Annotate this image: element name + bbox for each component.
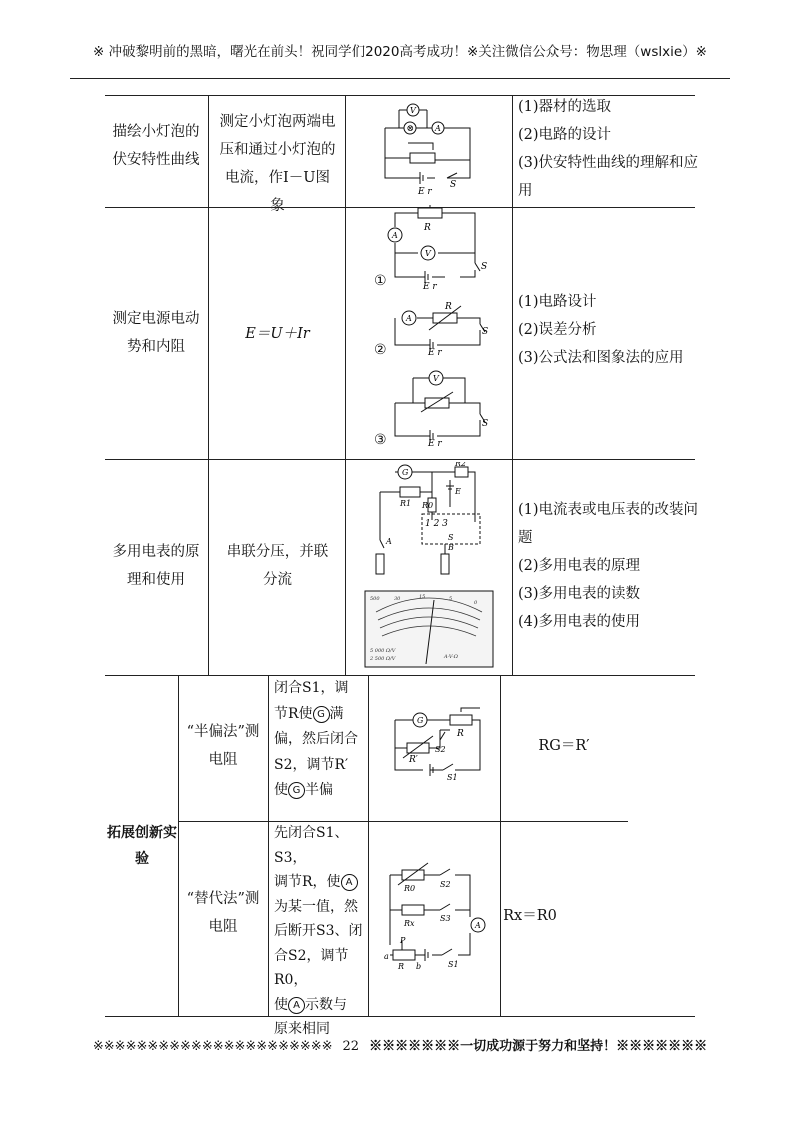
row3-principle: 串联分压，并联分流 bbox=[226, 544, 329, 588]
svg-text:S2: S2 bbox=[435, 745, 446, 754]
svg-text:S3: S3 bbox=[440, 914, 451, 923]
svg-text:G: G bbox=[417, 716, 424, 725]
substitution-steps: 先闭合S1、S3， 调节R，使 A 为某一值，然 后断开S3、闭 合S2，调节R0， 使 A 示数与 原来相同 bbox=[274, 825, 363, 1037]
svg-text:E r: E r bbox=[418, 187, 432, 197]
multimeter-dial bbox=[364, 590, 494, 668]
svg-text:R1: R1 bbox=[400, 499, 412, 508]
ammeter-icon: A bbox=[341, 874, 358, 891]
half-deflection-steps: 闭合S1，调 节R使 G 满 偏，然后闭合 S2，调节R′ 使 G 半偏 bbox=[274, 680, 358, 798]
svg-text:S: S bbox=[448, 533, 454, 542]
galvanometer-icon: G bbox=[288, 782, 305, 799]
row1-principle: 测定小灯泡两端电压和通过小灯泡的电流，作I－U图象 bbox=[219, 114, 336, 214]
svg-text:R: R bbox=[398, 962, 405, 970]
svg-text:a: a bbox=[384, 952, 389, 961]
emf-circuit-3 bbox=[385, 368, 490, 448]
svg-text:R: R bbox=[424, 223, 431, 233]
row1-point-1: (1)器材的选取 bbox=[518, 99, 612, 115]
svg-text:V: V bbox=[433, 374, 439, 383]
row3-points bbox=[518, 496, 708, 636]
row2-principle: E＝U＋Ir bbox=[245, 326, 310, 342]
page-footer bbox=[50, 1035, 750, 1054]
svg-text:E r: E r bbox=[428, 439, 442, 448]
row1-point-3: (3)伏安特性曲线的理解和应用 bbox=[518, 155, 699, 199]
svg-text:15: 15 bbox=[419, 594, 426, 600]
svg-text:⊗: ⊗ bbox=[406, 124, 415, 134]
row2-points bbox=[518, 288, 708, 372]
svg-text:500: 500 bbox=[370, 596, 380, 602]
row1-point-2: (2)电路的设计 bbox=[518, 127, 612, 143]
svg-text:S: S bbox=[482, 327, 489, 337]
row2-point-2: (2)误差分析 bbox=[518, 322, 597, 338]
multimeter-circuit-diagram bbox=[370, 462, 490, 582]
circuit-label-2: ② bbox=[374, 342, 387, 358]
svg-text:b: b bbox=[416, 962, 422, 970]
svg-text:A: A bbox=[392, 231, 398, 240]
lamp-circuit-diagram bbox=[375, 98, 485, 198]
svg-text:V: V bbox=[425, 249, 431, 258]
ammeter-icon: A bbox=[288, 997, 305, 1014]
page-header: ※ 冲破黎明前的黑暗，曙光在前头！祝同学们2020高考成功！※关注微信公众号：物思理（wslxie）※ bbox=[93, 44, 707, 60]
svg-text:P: P bbox=[400, 936, 406, 945]
row2-point-1: (1)电路设计 bbox=[518, 294, 597, 310]
svg-text:E r: E r bbox=[423, 282, 437, 290]
substitution-result: Rx＝R0 bbox=[503, 908, 557, 924]
row1-points bbox=[518, 93, 708, 205]
svg-text:30: 30 bbox=[394, 596, 401, 602]
footer-left: ※※※※※※※※※※※※※※※※※※※※※※ bbox=[92, 1039, 333, 1054]
header-rule bbox=[70, 78, 730, 79]
emf-circuit-2 bbox=[385, 300, 490, 355]
svg-text:R2: R2 bbox=[455, 462, 467, 468]
svg-text:0: 0 bbox=[474, 600, 478, 606]
half-deflection-result: RG＝R′ bbox=[538, 738, 590, 754]
half-deflection-circuit bbox=[385, 700, 495, 785]
footer-right: ※※※※※※※一切成功源于努力和坚持！※※※※※※※ bbox=[369, 1039, 708, 1054]
svg-text:R0: R0 bbox=[422, 501, 434, 510]
circuit-label-3: ③ bbox=[374, 432, 387, 448]
svg-text:5 000 Ω/V: 5 000 Ω/V bbox=[370, 648, 396, 654]
row3-point-4: (4)多用电表的使用 bbox=[518, 614, 641, 630]
voltmeter-icon: V bbox=[410, 106, 416, 115]
svg-text:B: B bbox=[448, 543, 454, 552]
row1-experiment: 描绘小灯泡的伏安特性曲线 bbox=[112, 124, 200, 168]
svg-text:A-V-Ω: A-V-Ω bbox=[444, 654, 458, 660]
galvanometer-icon: G bbox=[313, 706, 330, 723]
svg-text:S1: S1 bbox=[448, 960, 459, 969]
svg-text:S: S bbox=[482, 419, 489, 429]
svg-text:E: E bbox=[455, 487, 461, 496]
svg-text:5: 5 bbox=[449, 596, 453, 602]
svg-text:1 2 3: 1 2 3 bbox=[425, 519, 448, 529]
svg-text:R: R bbox=[445, 302, 452, 312]
svg-text:S1: S1 bbox=[447, 773, 458, 782]
svg-text:S: S bbox=[481, 262, 488, 272]
svg-text:A: A bbox=[386, 537, 392, 546]
half-deflection-name: “半偏法”测电阻 bbox=[186, 724, 260, 768]
circuit-label-1: ① bbox=[374, 273, 387, 289]
svg-text:S2: S2 bbox=[440, 880, 451, 889]
svg-text:A: A bbox=[406, 314, 412, 323]
svg-text:G: G bbox=[402, 468, 409, 477]
row3-experiment: 多用电表的原理和使用 bbox=[112, 544, 200, 588]
row3-point-1: (1)电流表或电压表的改装问题 bbox=[518, 502, 699, 546]
svg-text:2 500 Ω/V: 2 500 Ω/V bbox=[370, 656, 396, 662]
extension-title: 拓展创新实验 bbox=[107, 825, 177, 867]
svg-text:E r: E r bbox=[428, 348, 442, 355]
row2-point-3: (3)公式法和图象法的应用 bbox=[518, 350, 684, 366]
row3-point-3: (3)多用电表的读数 bbox=[518, 586, 641, 602]
svg-text:A: A bbox=[475, 921, 481, 930]
substitution-circuit bbox=[380, 855, 495, 970]
svg-text:R: R bbox=[457, 729, 464, 739]
svg-text:Rx: Rx bbox=[404, 919, 415, 928]
svg-text:R′: R′ bbox=[409, 755, 418, 765]
svg-text:R0: R0 bbox=[404, 884, 416, 893]
row2-experiment: 测定电源电动势和内阻 bbox=[112, 311, 200, 355]
emf-circuit-1 bbox=[380, 205, 490, 290]
page-number: 22 bbox=[342, 1039, 360, 1054]
svg-text:S: S bbox=[450, 180, 457, 190]
ammeter-icon: A bbox=[435, 124, 441, 133]
row3-point-2: (2)多用电表的原理 bbox=[518, 558, 641, 574]
substitution-name: “替代法”测电阻 bbox=[186, 891, 260, 935]
